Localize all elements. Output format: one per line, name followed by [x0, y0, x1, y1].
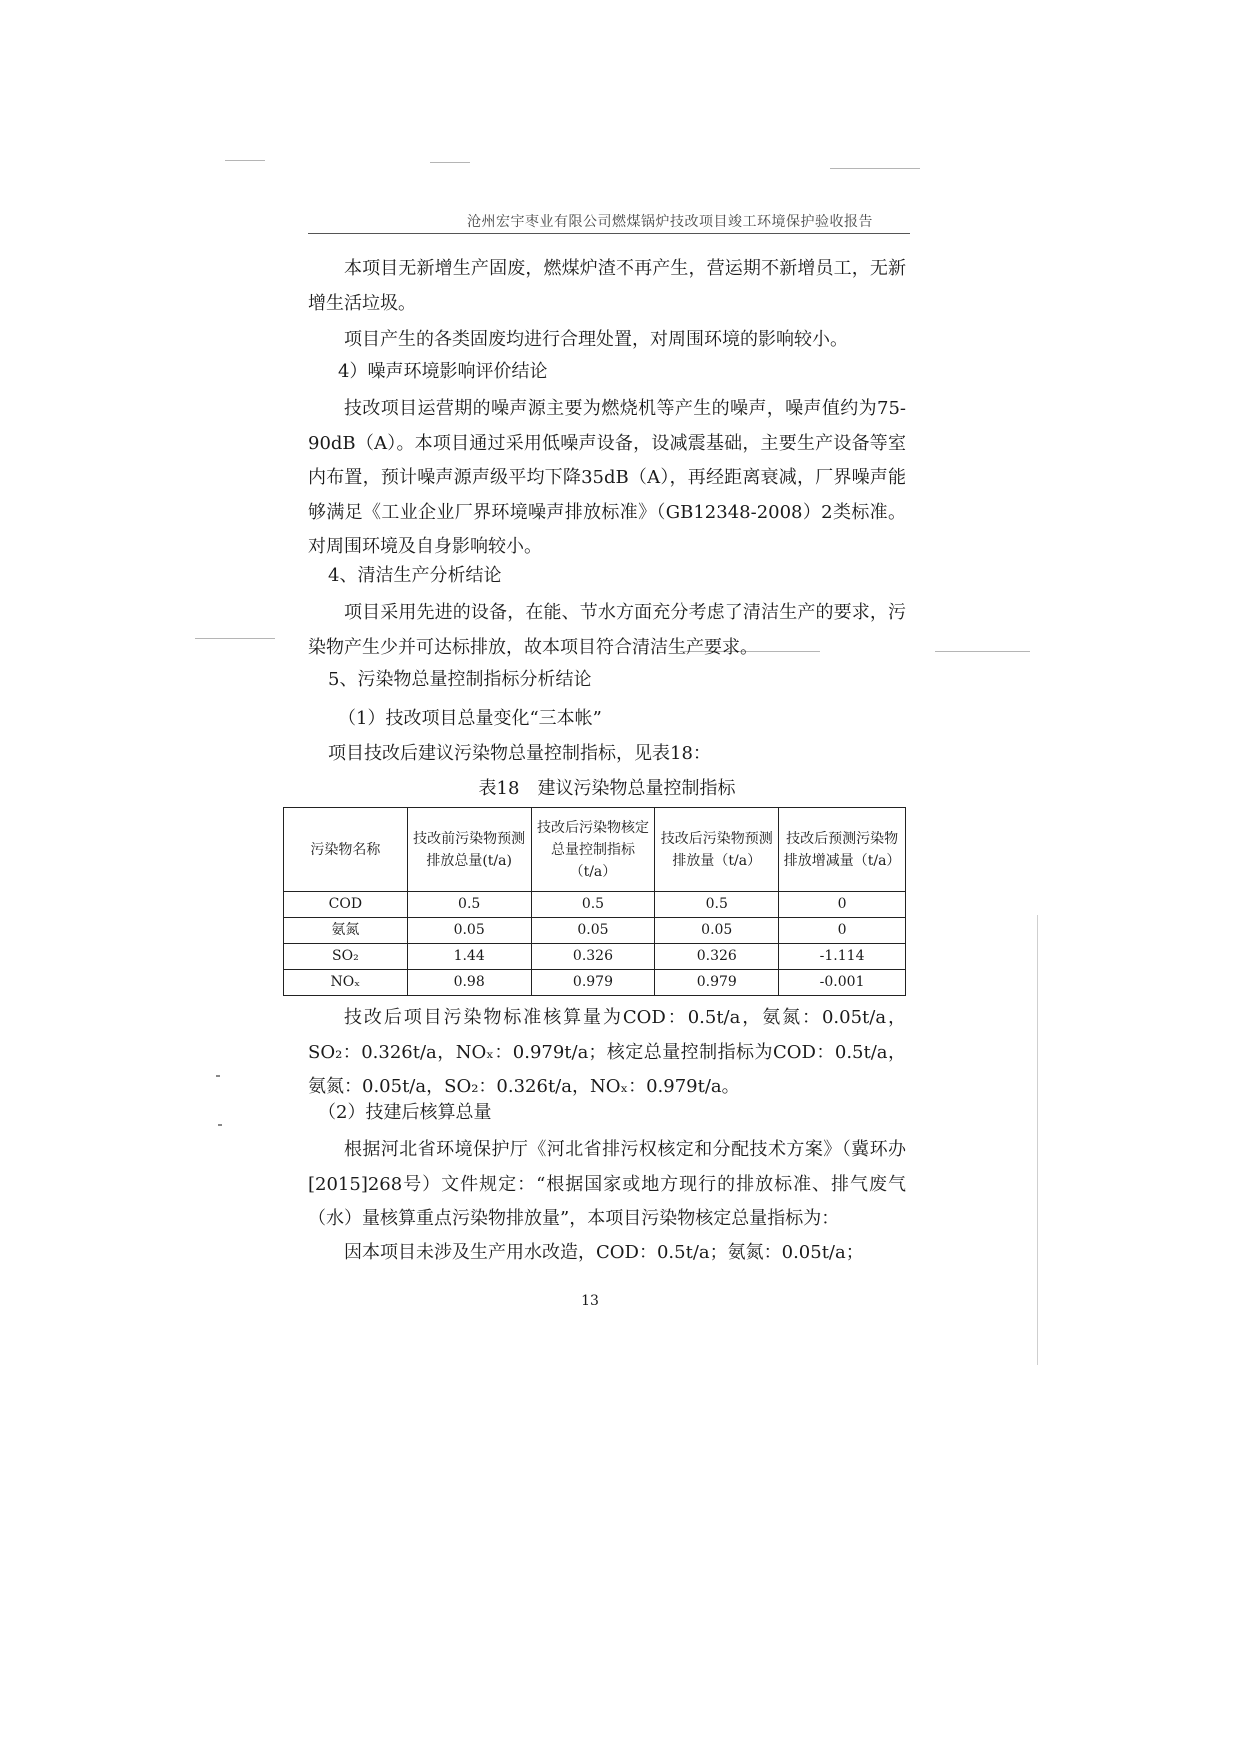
table-cell: 0.326: [655, 944, 779, 970]
table-row: [284, 970, 906, 996]
scan-speck: [216, 1075, 220, 1077]
paragraph-regulation: 根据河北省环境保护厅《河北省排污权核定和分配技术方案》（冀环办[2015]268号）文件规定：“根据国家或地方现行的排放标准、排气废气（水）量核算重点污染物排放量”，本项目污染物核定总量指标为：: [308, 1139, 906, 1229]
table-cell: 0.05: [655, 918, 779, 944]
table-header-cell: 技改后污染物核定总量控制指标（t/a）: [531, 808, 655, 892]
scan-artifact-line: [430, 162, 470, 163]
table-cell: -0.001: [779, 970, 906, 996]
paragraph-clean-production: 项目采用先进的设备，在能、节水方面充分考虑了清洁生产的要求，污染物产生少并可达标排放，故本项目符合清洁生产要求。: [308, 602, 906, 658]
paragraph-cod-ammonia: 因本项目未涉及生产用水改造，COD：0.5t/a；氨氮：0.05t/a；: [344, 1242, 864, 1263]
scan-artifact-line: [935, 651, 1030, 652]
table-row: [284, 918, 906, 944]
heading-noise-conclusion: 4）噪声环境影响评价结论: [338, 361, 548, 382]
scan-speck: [218, 1124, 222, 1126]
page-number: 13: [581, 1293, 599, 1309]
subheading-post-construction: （2）技建后核算总量: [318, 1102, 492, 1123]
table-cell: 0.05: [531, 918, 655, 944]
table-cell: -1.114: [779, 944, 906, 970]
pollutant-table: [283, 807, 906, 996]
table-cell: 氨氮: [284, 918, 408, 944]
subheading-three-accounts: （1）技改项目总量变化“三本帐”: [338, 708, 602, 729]
table-header-cell: 污染物名称: [284, 808, 408, 892]
header-rule: [308, 233, 910, 234]
table-cell: 1.44: [407, 944, 531, 970]
table-cell: 0.979: [531, 970, 655, 996]
paragraph-table-intro: 项目技改后建议污染物总量控制指标，见表18：: [328, 743, 711, 764]
table-cell: 0.5: [531, 892, 655, 918]
paragraph-noise: 技改项目运营期的噪声源主要为燃烧机等产生的噪声，噪声值约为75-90dB（A）。本项目通过采用低噪声设备，设减震基础，主要生产设备等室内布置，预计噪声源声级平均下降35dB（A），再经距离衰减，厂界噪声能够满足《工业企业厂界环境噪声排放标准》（GB12348-2008）2类标准。对周围环境及自身影响较小。: [308, 398, 906, 557]
table-caption: 表18 建议污染物总量控制指标: [478, 778, 736, 799]
table-cell: 0.326: [531, 944, 655, 970]
table-cell: NOₓ: [284, 970, 408, 996]
table-row: [284, 892, 906, 918]
table-cell: 0.979: [655, 970, 779, 996]
scan-edge-line: [1037, 915, 1038, 1365]
paragraph-standard-accounting: 技改后项目污染物标准核算量为COD：0.5t/a，氨氮：0.05t/a，SO₂：0.326t/a，NOₓ：0.979t/a；核定总量控制指标为COD：0.5t/a，氨氮：0.05t/a，SO₂：0.326t/a，NOₓ：0.979t/a。: [308, 1007, 906, 1097]
scan-artifact-line: [195, 638, 275, 639]
table-cell: 0.5: [407, 892, 531, 918]
table-cell: 0: [779, 892, 906, 918]
section-total-control: 5、污染物总量控制指标分析结论: [328, 669, 592, 690]
table-header-cell: 技改前污染物预测排放总量(t/a): [407, 808, 531, 892]
table-cell: 0.98: [407, 970, 531, 996]
scan-artifact-line: [225, 160, 265, 161]
paragraph-solid-waste: 本项目无新增生产固废，燃煤炉渣不再产生，营运期不新增员工，无新增生活垃圾。: [308, 258, 906, 314]
table-header-cell: 技改后预测污染物排放增减量（t/a）: [779, 808, 906, 892]
scan-artifact-line: [830, 168, 920, 169]
paragraph-waste-disposal: 项目产生的各类固废均进行合理处置，对周围环境的影响较小。: [344, 329, 848, 350]
table-cell: COD: [284, 892, 408, 918]
table-cell: 0.5: [655, 892, 779, 918]
table-cell: 0: [779, 918, 906, 944]
table-header-cell: 技改后污染物预测排放量（t/a）: [655, 808, 779, 892]
table-cell: 0.05: [407, 918, 531, 944]
section-clean-production: 4、清洁生产分析结论: [328, 565, 502, 586]
table-row: [284, 944, 906, 970]
table-header-row: [284, 808, 906, 892]
table-cell: SO₂: [284, 944, 408, 970]
running-header: 沧州宏宇枣业有限公司燃煤锅炉技改项目竣工环境保护验收报告: [467, 214, 873, 230]
